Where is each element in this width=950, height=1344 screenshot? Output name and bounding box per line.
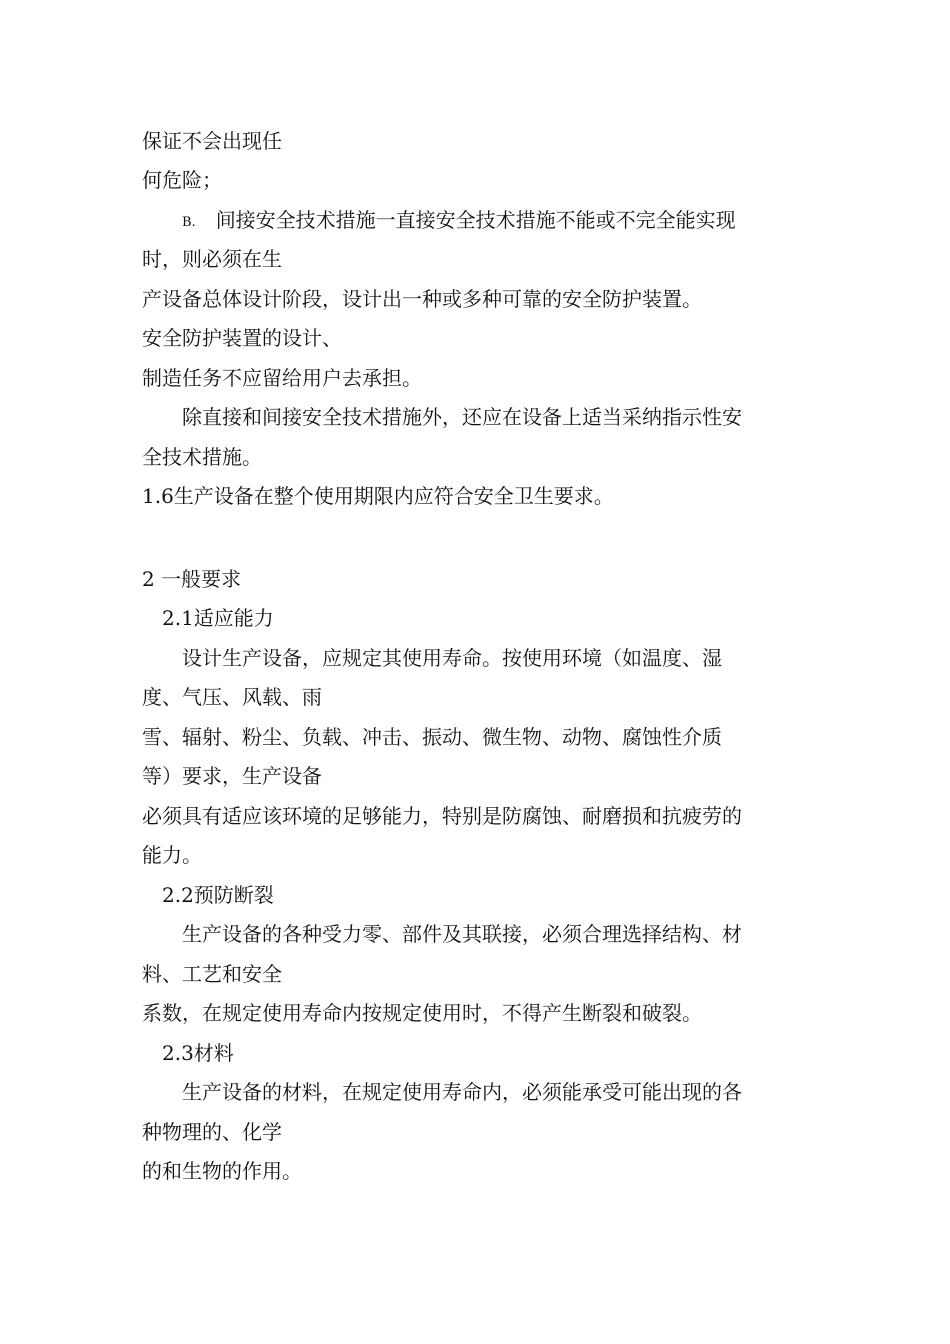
- text-line: 除直接和间接安全技术措施外，还应在设备上适当采纳指示性安: [182, 405, 742, 429]
- text-line: 料、工艺和安全: [142, 962, 282, 986]
- subsection-heading: 2.1适应能力: [162, 606, 274, 630]
- text-line: 间接安全技术措施一直接安全技术措施不能或不完全能实现: [215, 208, 736, 232]
- text-line: 的和生物的作用。: [142, 1159, 302, 1183]
- text-line: 能力。: [142, 843, 202, 867]
- text-line: 等）要求，生产设备: [142, 764, 322, 788]
- text-line: 生产设备的各种受力零、部件及其联接，必须合理选择结构、材: [182, 922, 742, 946]
- text-line: 度、气压、风载、雨: [142, 685, 322, 709]
- subsection-heading: 2.2预防断裂: [162, 883, 274, 907]
- text-line: 保证不会出现任: [142, 129, 282, 153]
- text-line: 全技术措施。: [142, 445, 262, 469]
- text-line: 产设备总体设计阶段，设计出一种或多种可靠的安全防护装置。: [142, 287, 702, 311]
- list-marker: B.: [182, 215, 196, 230]
- text-line: 生产设备的材料，在规定使用寿命内，必须能承受可能出现的各: [182, 1080, 742, 1104]
- list-item-b: [182, 207, 736, 236]
- text-line: 种物理的、化学: [142, 1120, 282, 1144]
- text-line: 制造任务不应留给用户去承担。: [142, 366, 422, 390]
- text-line: 设计生产设备，应规定其使用寿命。按使用环境（如温度、湿: [182, 646, 722, 670]
- subsection-heading: 2.3材料: [162, 1041, 234, 1065]
- text-line: 必须具有适应该环境的足够能力，特别是防腐蚀、耐磨损和抗疲劳的: [142, 804, 742, 828]
- text-line: 雪、辐射、粉尘、负载、冲击、振动、微生物、动物、腐蚀性介质: [142, 725, 722, 749]
- section-heading: 2 一般要求: [142, 567, 242, 591]
- section-line: 1.6生产设备在整个使用期限内应符合安全卫生要求。: [142, 484, 614, 508]
- text-line: 系数，在规定使用寿命内按规定使用时，不得产生断裂和破裂。: [142, 1001, 702, 1025]
- text-line: 安全防护装置的设计、: [142, 326, 342, 350]
- text-line: 时，则必须在生: [142, 247, 282, 271]
- text-line: 何危险；: [142, 168, 222, 192]
